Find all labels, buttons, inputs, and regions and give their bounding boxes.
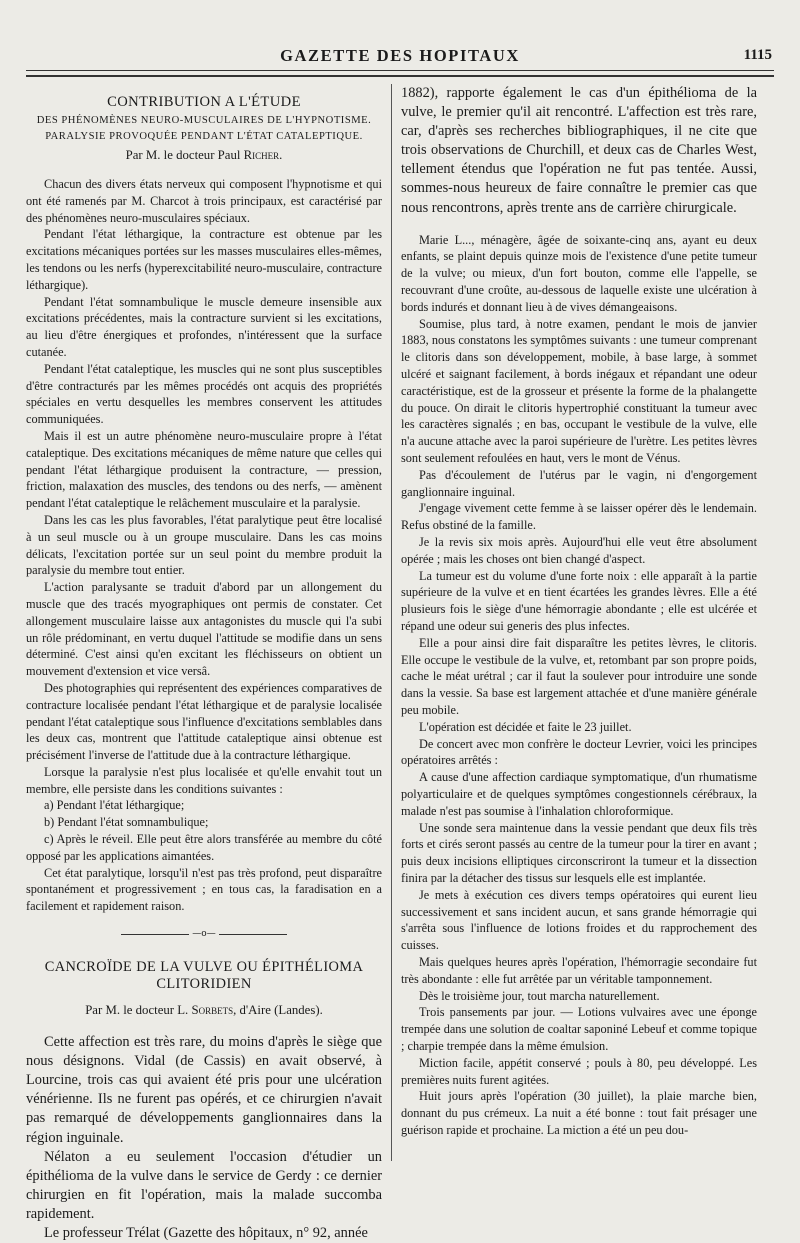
article-title: CONTRIBUTION A L'ÉTUDE bbox=[107, 94, 301, 110]
paragraph: L'opération est décidée et faite le 23 juillet. bbox=[419, 719, 632, 734]
paragraph: De concert avec mon confrère le docteur Levrier, voici les principes opératoires arrêtés : bbox=[401, 736, 757, 768]
paragraph: Chacun des divers états nerveux qui composent l'hypnotisme et qui ont été ramenés par M. Charcot à trois principaux, est caractérisé par des phénomènes neuro-musculaires spéciaux. bbox=[26, 177, 382, 225]
paragraph: 1882), rapporte également le cas d'un épithélioma de la vulve, le premier qu'il ait rencontré. L'affection est très rare, car, d'après ses recherches bibliographiques, il ne cite que trois observations de Churchill, et deux cas de Charles West, tellement étendus que l'opération ne fut pas tentée. Aussi, sommes-nous heureux de faire connaître le premier cas que nous rencontrons, après trente ans de carrière chirurgicale. bbox=[401, 85, 757, 216]
article-columns bbox=[26, 84, 772, 1241]
paragraph: Je mets à exécution ces divers temps opératoires qui eurent lieu successivement et sans incident aucun, et sans grande hémorragie qui s'arrêta sous l'influence de lotions froides et du rapprochement des cuisses. bbox=[401, 887, 757, 953]
paragraph: Nélaton a eu seulement l'occasion d'étudier un épithélioma de la vulve dans le service de Gerdy : ce dernier chirurgien en fit l'opération, mais la malade succomba rapidement. bbox=[26, 1148, 382, 1222]
paragraph: Mais quelques heures après l'opération, l'hémorragie secondaire fut très abondante : elle fut arrêtée par un véritable tamponnement. bbox=[401, 954, 757, 986]
spacer bbox=[401, 218, 757, 232]
paragraph: Dans les cas les plus favorables, l'état paralytique peut être localisé à un seul muscle ou à un groupe musculaire. Dans les cas moins délicats, l'excitation portée sur un seul point du membre produit la paralysie du membre tout entier. bbox=[26, 512, 382, 578]
paragraph: Lorsque la paralysie n'est plus localisée et qu'elle envahit tout un membre, elle persiste dans les conditions suivantes : bbox=[26, 764, 382, 796]
article2-byline bbox=[26, 1003, 382, 1018]
header-rule bbox=[26, 70, 774, 77]
paragraph: A cause d'une affection cardiaque symptomatique, d'un rhumatisme polyarticulaire et de quelques symptômes congestionnels cérébraux, la malade n'est pas soumise à l'inhalation chloroformique. bbox=[401, 770, 757, 818]
byline-prefix: Par M. le docteur L. bbox=[85, 1003, 192, 1018]
paragraph: Marie L..., ménagère, âgée de soixante-cinq ans, ayant eu deux enfants, se plaint depuis quinze mois de l'existence d'une petite tumeur de la vulve; ou mieux, d'un fort bouton, comme elle l'appelle, se recouvrant d'une croûte, au-dessous de laquelle existe une ulcération à bords indurés et donnant lieu à de vives démangeaisons. bbox=[401, 232, 757, 314]
paragraph: Cette affection est très rare, du moins d'après le siège que nous désignons. Vidal (de Cassis) en avait observé, à Lourcine, trois cas qui avaient été pris pour une ulcération vénérienne. Ils ne furent pas opérés, et ce chirurgien n'avait pas remarqué de développements ganglionnaires dans la région inguinale. bbox=[26, 1034, 382, 1146]
paragraph: Pendant l'état cataleptique, les muscles qui ne sont plus susceptibles d'être contracturés par les mêmes procédés ont acquis des propriétés spéciales en vertu desquelles les membres conservent les attitudes communiquées. bbox=[26, 361, 382, 427]
paragraph: Pendant l'état somnambulique le muscle demeure insensible aux excitations précédentes, mais la contracture survient si les excitations, au lieu d'être énergiques et profondes, n'intéressent que la surface cutanée. bbox=[26, 294, 382, 359]
list-item: a) Pendant l'état léthargique; bbox=[44, 798, 185, 813]
article-subtitle: DES PHÉNOMÈNES NEURO-MUSCULAIRES DE L'HYPNOTISME. PARALYSIE PROVOQUÉE PENDANT L'ÉTAT CATALEPTIQUE. bbox=[36, 115, 372, 142]
paragraph: Je la revis six mois après. Aujourd'hui elle veut être absolument opérée ; mais les choses ont bien changé d'aspect. bbox=[401, 535, 757, 566]
article-byline bbox=[26, 148, 382, 163]
article1-body bbox=[26, 176, 382, 915]
paragraph: Le professeur Trélat (Gazette des hôpitaux, n° 92, année bbox=[44, 1225, 368, 1241]
article2-title: CANCROÏDE DE LA VULVE OU ÉPITHÉLIOMA CLITORIDIEN bbox=[44, 959, 364, 993]
ornament-line bbox=[121, 934, 189, 935]
list-item: b) Pendant l'état somnambulique; bbox=[44, 815, 209, 830]
ornament-mark: —o— bbox=[192, 929, 216, 940]
paragraph: Miction facile, appétit conservé ; pouls à 80, peu développé. Les premières nuits furent agitées. bbox=[401, 1055, 757, 1087]
paragraph: Pendant l'état léthargique, la contracture est obtenue par les excitations mécaniques portées sur les masses musculaires elles-mêmes, les tendons ou les nerfs (hyperexcitabilité neuro-musculaire, contracture léthargique). bbox=[26, 227, 382, 292]
running-head bbox=[26, 44, 774, 66]
paragraph: Une sonde sera maintenue dans la vessie pendant que deux fils très forts et cirés seront passés au centre de la tumeur pour la tirer en avant ; puis deux incisions elliptiques circonscriront la tumeur et la dissection finira par la détacher des tissus sur lesquels elle est implantée. bbox=[401, 820, 757, 885]
column-divider bbox=[391, 84, 392, 1161]
paragraph: Pas d'écoulement de l'utérus par le vagin, ni d'engorgement ganglionnaire inguinal. bbox=[401, 467, 757, 499]
paragraph: Dès le troisième jour, tout marcha naturellement. bbox=[419, 988, 660, 1003]
paragraph: Huit jours après l'opération (30 juillet), la plaie marche bien, donnant du pus crémeux. La nuit a été bonne : tout fait présager une guérison rapide et prochaine. La miction a été un peu dou- bbox=[401, 1089, 757, 1137]
paragraph: Mais il est un autre phénomène neuro-musculaire propre à l'état cataleptique. Des excitations mécaniques de même nature que celles qui pendant l'état léthargique produisent la contracture, — pression, friction, malaxation des muscles, des tendons ou des nerfs, — amènent pendant l'état cataleptique le relâchement musculaire et la paralysie. bbox=[26, 428, 382, 511]
section-ornament bbox=[26, 929, 382, 939]
list-item: c) Après le réveil. Elle peut être alors transférée au membre du côté opposé par les applications aimantées. bbox=[26, 832, 382, 863]
paragraph: Cet état paralytique, lorsqu'il n'est pas très profond, peut disparaître spontanément et progressivement ; en tous cas, la faradisation en a facilement et rapidement raison. bbox=[26, 865, 382, 914]
paragraph: J'engage vivement cette femme à se laisser opérer dès le lendemain. Refus obstiné de la famille. bbox=[401, 501, 757, 533]
paragraph: La tumeur est du volume d'une forte noix : elle apparaît à la partie supérieure de la vulve et en tient écartées les grandes lèvres. Elle a été plusieurs fois le siège d'une hémorragie abondante ; elle est ulcérée et répand une odeur sui generis des plus infectes. bbox=[401, 568, 757, 633]
paragraph: Elle a pour ainsi dire fait disparaître les petites lèvres, le clitoris. Elle occupe le vestibule de la vulve, et, retombant par son propre poids, cache le méat urétral ; car il faut la soulever pour introduire une sonde dans la vessie. Sa base est largement attachée et d'une manière générale peu mobile. bbox=[401, 635, 757, 717]
author-name: Richer. bbox=[243, 148, 283, 162]
byline-prefix: Par M. le docteur Paul bbox=[125, 148, 244, 162]
case-report bbox=[401, 232, 757, 1139]
paragraph: Des photographies qui représentent des expériences comparatives de contracture localisée pendant l'état léthargique et de paralysie localisée pendant l'état cataleptique sous l'influence d'excitations semblables dans les deux cas, montrent que l'attitude cataleptique ainsi obtenue est précisément l'inverse de l'attitude due à la contracture léthargique. bbox=[26, 680, 382, 763]
page-number: 1115 bbox=[743, 47, 772, 63]
paragraph: Trois pansements par jour. — Lotions vulvaires avec une éponge trempée dans une solution de coaltar saponiné Lebeuf et comme topique ; charpie trempée dans la même émulsion. bbox=[401, 1005, 757, 1053]
author-name: Sorbets bbox=[191, 1003, 234, 1018]
article2-intro bbox=[26, 1033, 382, 1243]
journal-title: GAZETTE DES HOPITAUX bbox=[280, 46, 520, 65]
left-column bbox=[26, 84, 382, 1241]
paragraph: L'action paralysante se traduit d'abord par un allongement du muscle que des tracés myographiques ont permis de constater. Cet allongement musculaire laisse aux antagonistes du muscle qui l'a subi un rôle prédominant, en vertu duquel l'attitude se modifie dans un sens déterminé. C'est ainsi qu'en excitant les fléchisseurs on obtient un mouvement d'extension et vice versâ. bbox=[26, 580, 382, 679]
byline-suffix: , d'Aire (Landes). bbox=[233, 1003, 323, 1018]
paragraph: Soumise, plus tard, à notre examen, pendant le mois de janvier 1883, nous constatons les symptômes suivants : une tumeur comprenant le clitoris dans son développement, mobile, à base large, à sommet ulcéré et saignant facilement, à bords inégaux et répandant une odeur caractéristique, est de la grosseur et présente la forme de la phalangette du pouce. On dirait le clitoris hypertrophié constituant la tumeur avec les caractères signalés ; en bas, occupant le vestibule de la vulve, elle n'a aucune attache avec la paroi supérieure de l'urètre. Les petites lèvres sont seulement refoulées en haut, vers le mont de Vénus. bbox=[401, 316, 757, 466]
article2-intro-continued bbox=[401, 84, 757, 218]
right-column bbox=[401, 84, 757, 1161]
ornament-line bbox=[219, 934, 287, 935]
